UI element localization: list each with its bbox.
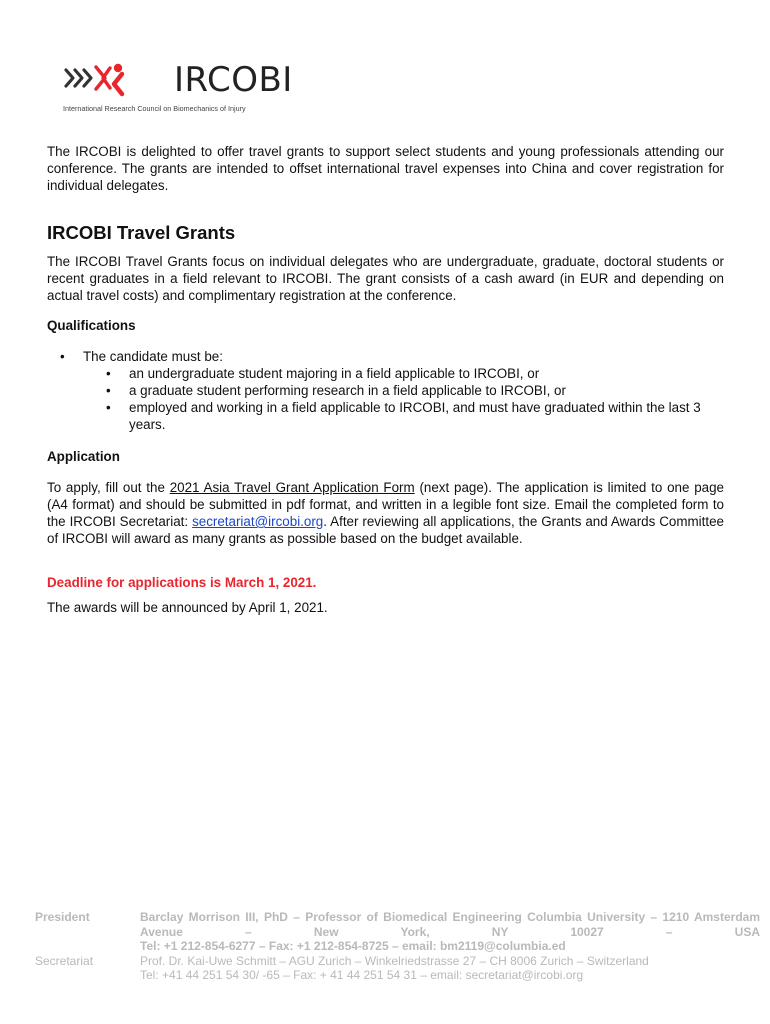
footer-secretariat-role: Secretariat <box>35 953 94 968</box>
application-heading: Application <box>47 449 120 464</box>
qualifications-heading: Qualifications <box>47 318 136 333</box>
footer <box>35 910 760 983</box>
qualifications-lead: The candidate must be: <box>83 349 223 364</box>
chevron-logo-icon <box>60 58 172 102</box>
intro-paragraph: The IRCOBI is delighted to offer travel grants to support select students and young professionals attending our conference. The grants are intended to offset international travel expenses into China and cover registration for individual delegates. <box>47 144 724 193</box>
list-item: • employed and working in a field applicable to IRCOBI, and must have graduated within the last 3 years. <box>83 399 724 433</box>
logo-tagline: International Research Council on Biomechanics of Injury <box>63 104 246 113</box>
footer-president-details <box>140 910 760 954</box>
application-form-link[interactable]: 2021 Asia Travel Grant Application Form <box>169 480 415 495</box>
footer-secretariat-details <box>140 954 760 983</box>
announcement-text: The awards will be announced by April 1, 2021. <box>47 600 328 615</box>
list-item: • an undergraduate student majoring in a field applicable to IRCOBI, or <box>83 365 724 382</box>
list-item: • a graduate student performing research in a field applicable to IRCOBI, or <box>83 382 724 399</box>
footer-president-line1: Barclay Morrison III, PhD – Professor of Biomedical Engineering Columbia University – 1210 Amsterdam Avenue – New York, NY 10027 – USA <box>140 910 760 939</box>
footer-president-line2: Tel: +1 212-854-6277 – Fax: +1 212-854-8725 – email: bm2119@columbia.ed <box>140 939 566 953</box>
application-text-3: . After reviewing all applications, the Grants and Awards Committee of IRCOBI will award as many grants as possible based on the budget available. <box>47 514 724 546</box>
section-title: IRCOBI Travel Grants <box>47 222 236 243</box>
footer-secretariat-line1: Prof. Dr. Kai-Uwe Schmitt – AGU Zurich – Winkelriedstrasse 27 – CH 8006 Zurich – Switzerland <box>140 953 649 968</box>
footer-secretariat-line2: Tel: +41 44 251 54 30/ -65 – Fax: + 41 44 251 54 31 – email: secretariat@ircobi.org <box>140 968 584 982</box>
qualifications-sublist <box>83 365 724 433</box>
application-text-2: (next page). The application is limited to one page (A4 format) and should be submitted in pdf format, and written in a legible font size. Email the completed form to the IRCOBI Secretariat: <box>47 480 724 529</box>
application-paragraph <box>47 479 724 547</box>
footer-president-role: President <box>35 910 90 924</box>
application-text-1: To apply, fill out the <box>47 480 170 495</box>
document-body <box>47 143 724 616</box>
footer-secretariat-row <box>35 954 760 983</box>
logo-wordmark: IRCOBI <box>174 60 293 100</box>
deadline-notice: Deadline for applications is March 1, 2021. <box>47 575 317 590</box>
secretariat-email-link[interactable]: secretariat@ircobi.org <box>192 514 324 529</box>
qualifications-list <box>47 348 724 433</box>
grants-paragraph: The IRCOBI Travel Grants focus on individual delegates who are undergraduate, graduate, doctoral students or recent graduates in a field relevant to IRCOBI. The grant consists of a cash award (in EUR and depending on actual travel costs) and complimentary registration at the conference. <box>47 254 724 303</box>
ircobi-logo <box>60 58 293 118</box>
list-item <box>47 348 724 433</box>
footer-president-row <box>35 910 760 954</box>
